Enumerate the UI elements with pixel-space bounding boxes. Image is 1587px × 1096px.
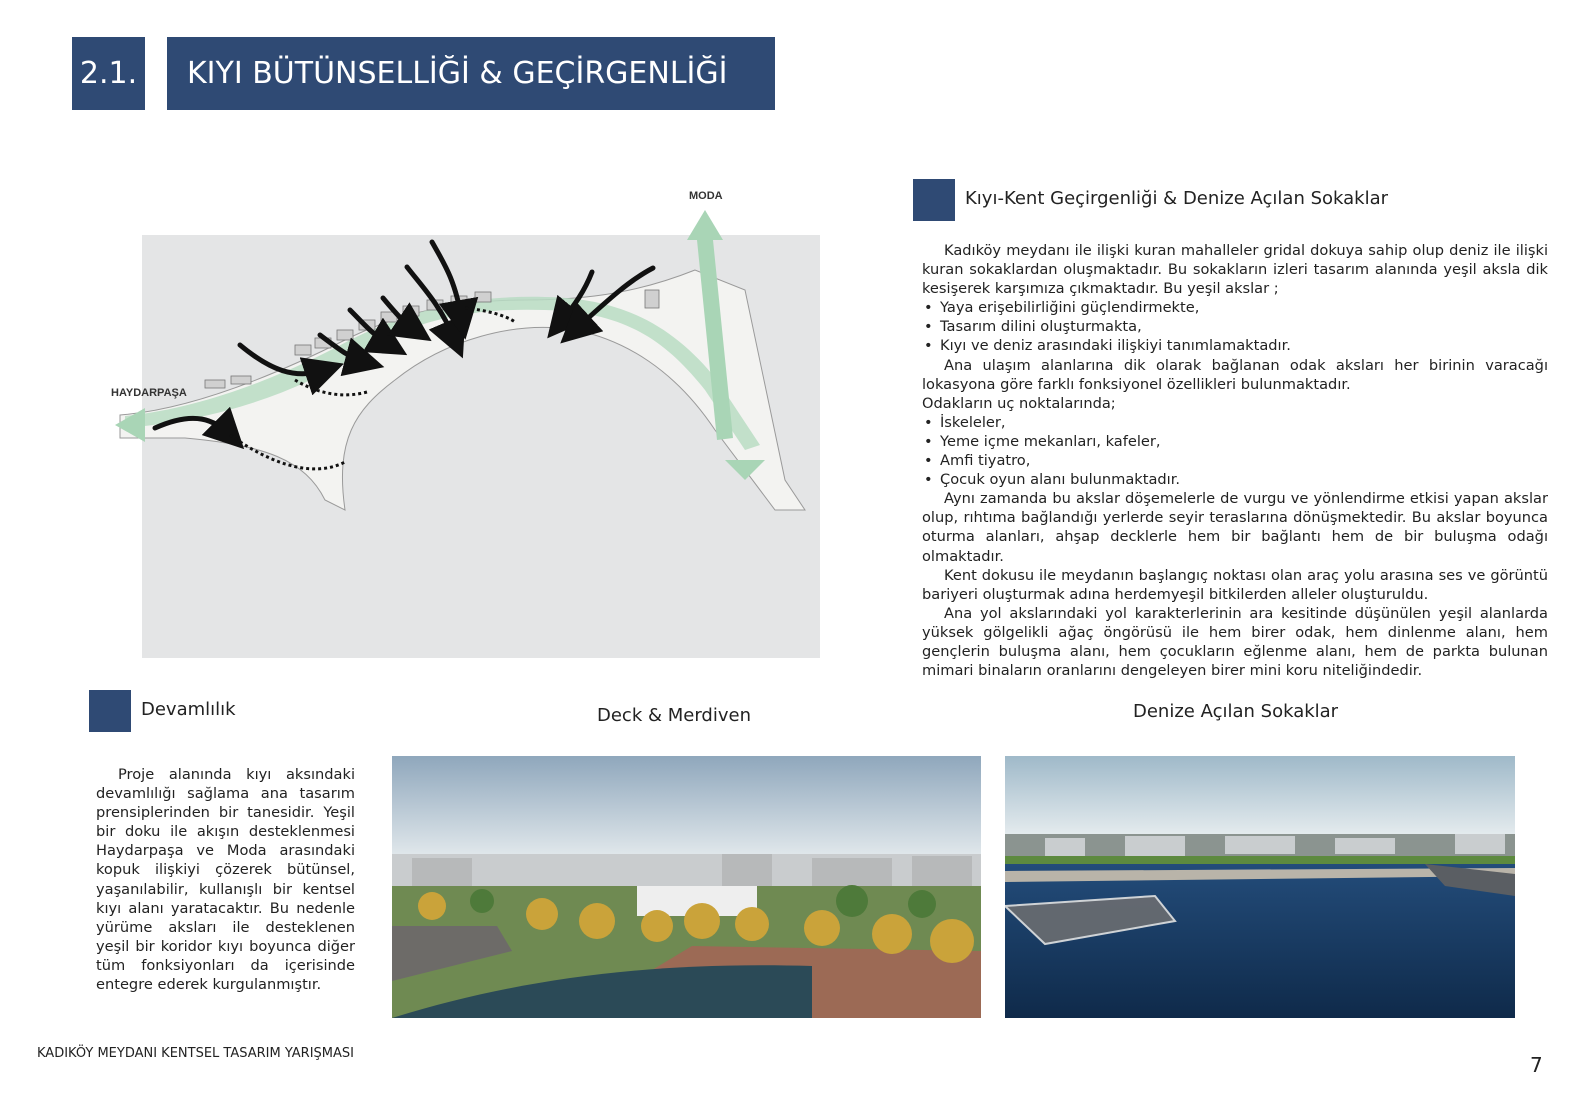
paragraph: Kent dokusu ile meydanın başlangıç noktası olan araç yolu arasına ses ve görüntü bariyeri oluşturmak adına herdemyeşil bitkilerden alleler oluşturuldu. <box>922 566 1548 603</box>
paragraph: Ana ulaşım alanlarına dik olarak bağlanan odak aksları her birinin varacağı lokasyona göre farklı fonksiyonel özellikleri bulunmaktadır. <box>922 356 1548 393</box>
section-number: 2.1. <box>72 37 145 110</box>
caption-deck: Deck & Merdiven <box>597 705 751 726</box>
bullet-item: • Yaya erişebilirliğini güçlendirmekte, <box>922 298 1548 317</box>
streets-render-image <box>1005 756 1515 1018</box>
section-marker-continuity <box>89 690 131 732</box>
bullet-item: • İskeleler, <box>922 413 1548 432</box>
deck-render-image <box>392 756 981 1018</box>
caption-streets: Denize Açılan Sokaklar <box>1133 701 1339 722</box>
bullet-item: • Yeme içme mekanları, kafeler, <box>922 432 1548 451</box>
bullet-item: • Çocuk oyun alanı bulunmaktadır. <box>922 470 1548 489</box>
bullet-item: • Kıyı ve deniz arasındaki ilişkiyi tanımlamaktadır. <box>922 336 1548 355</box>
continuity-paragraph: Proje alanında kıyı aksındaki devamlılığı sağlama ana tasarım prensiplerinden bir tanesidir. Yeşil bir doku ile akışın desteklenmesi Haydarpaşa ve Moda arasındaki kopuk ilişkiyi çözerek bütünsel, yaşanılabilir, kullanışlı bir kentsel kıyı alanı yaratacaktır. Bu nedenle yürüme aksları ile desteklenen yeşil bir koridor kıyı boyunca diğer tüm fonksiyonları da içerisinde entegre ederek kurgulanmıştır. <box>96 766 355 994</box>
page-number: 7 <box>1530 1053 1543 1077</box>
footer-title: KADIKÖY MEYDANI KENTSEL TASARIM YARIŞMASI <box>37 1046 354 1061</box>
paragraph: Ana yol akslarındaki yol karakterlerinin ara kesitinde düşünülen yeşil alanlarda yüksek gölgelikli ağaç öngörüsü ile hem birer odak, hem dinlenme alanı, hem gençlerin buluşma alanı, hem çocukların eğlenme alanı, hem de parkta bulunan mimari binaların oranlarını dengeleyen birer mini koru niteliğindedir. <box>922 604 1548 680</box>
site-plan-svg <box>105 180 825 660</box>
site-plan-diagram <box>105 180 825 660</box>
paragraph: Aynı zamanda bu akslar döşemelerle de vurgu ve yönlendirme etkisi yapan akslar olup, rıhtıma bağlandığı yerlerde seyir teraslarına dönüşmektedir. Bu akslar boyunca oturma alanları, ahşap decklerle hem bir bağlantı hem de bir buluşma odağı olmaktadır. <box>922 490 1548 565</box>
paragraph: Kadıköy meydanı ile ilişki kuran mahalleler gridal dokuya sahip olup deniz ile ilişki kuran sokaklardan oluşmaktadır. Bu sokakların izleri tasarım alanında yeşil aksla dik kesişerek karşımıza çıkmaktadır. Bu yeşil akslar ; <box>922 242 1548 298</box>
continuity-body-text <box>96 765 355 994</box>
page-title: KIYI BÜTÜNSELLİĞİ & GEÇİRGENLİĞİ <box>167 37 775 110</box>
permeability-body-text <box>922 241 1548 680</box>
bullet-item: • Amfi tiyatro, <box>922 451 1548 470</box>
map-label-haydarpasa: HAYDARPAŞA <box>111 387 187 399</box>
paragraph: Odakların uç noktalarında; <box>922 394 1116 412</box>
section-marker-permeability <box>913 179 955 221</box>
map-label-moda: MODA <box>689 190 723 202</box>
bullet-item: • Tasarım dilini oluşturmakta, <box>922 317 1548 336</box>
section-title-continuity: Devamlılık <box>141 699 236 720</box>
section-title-permeability: Kıyı-Kent Geçirgenliği & Denize Açılan Sokaklar <box>965 188 1389 209</box>
